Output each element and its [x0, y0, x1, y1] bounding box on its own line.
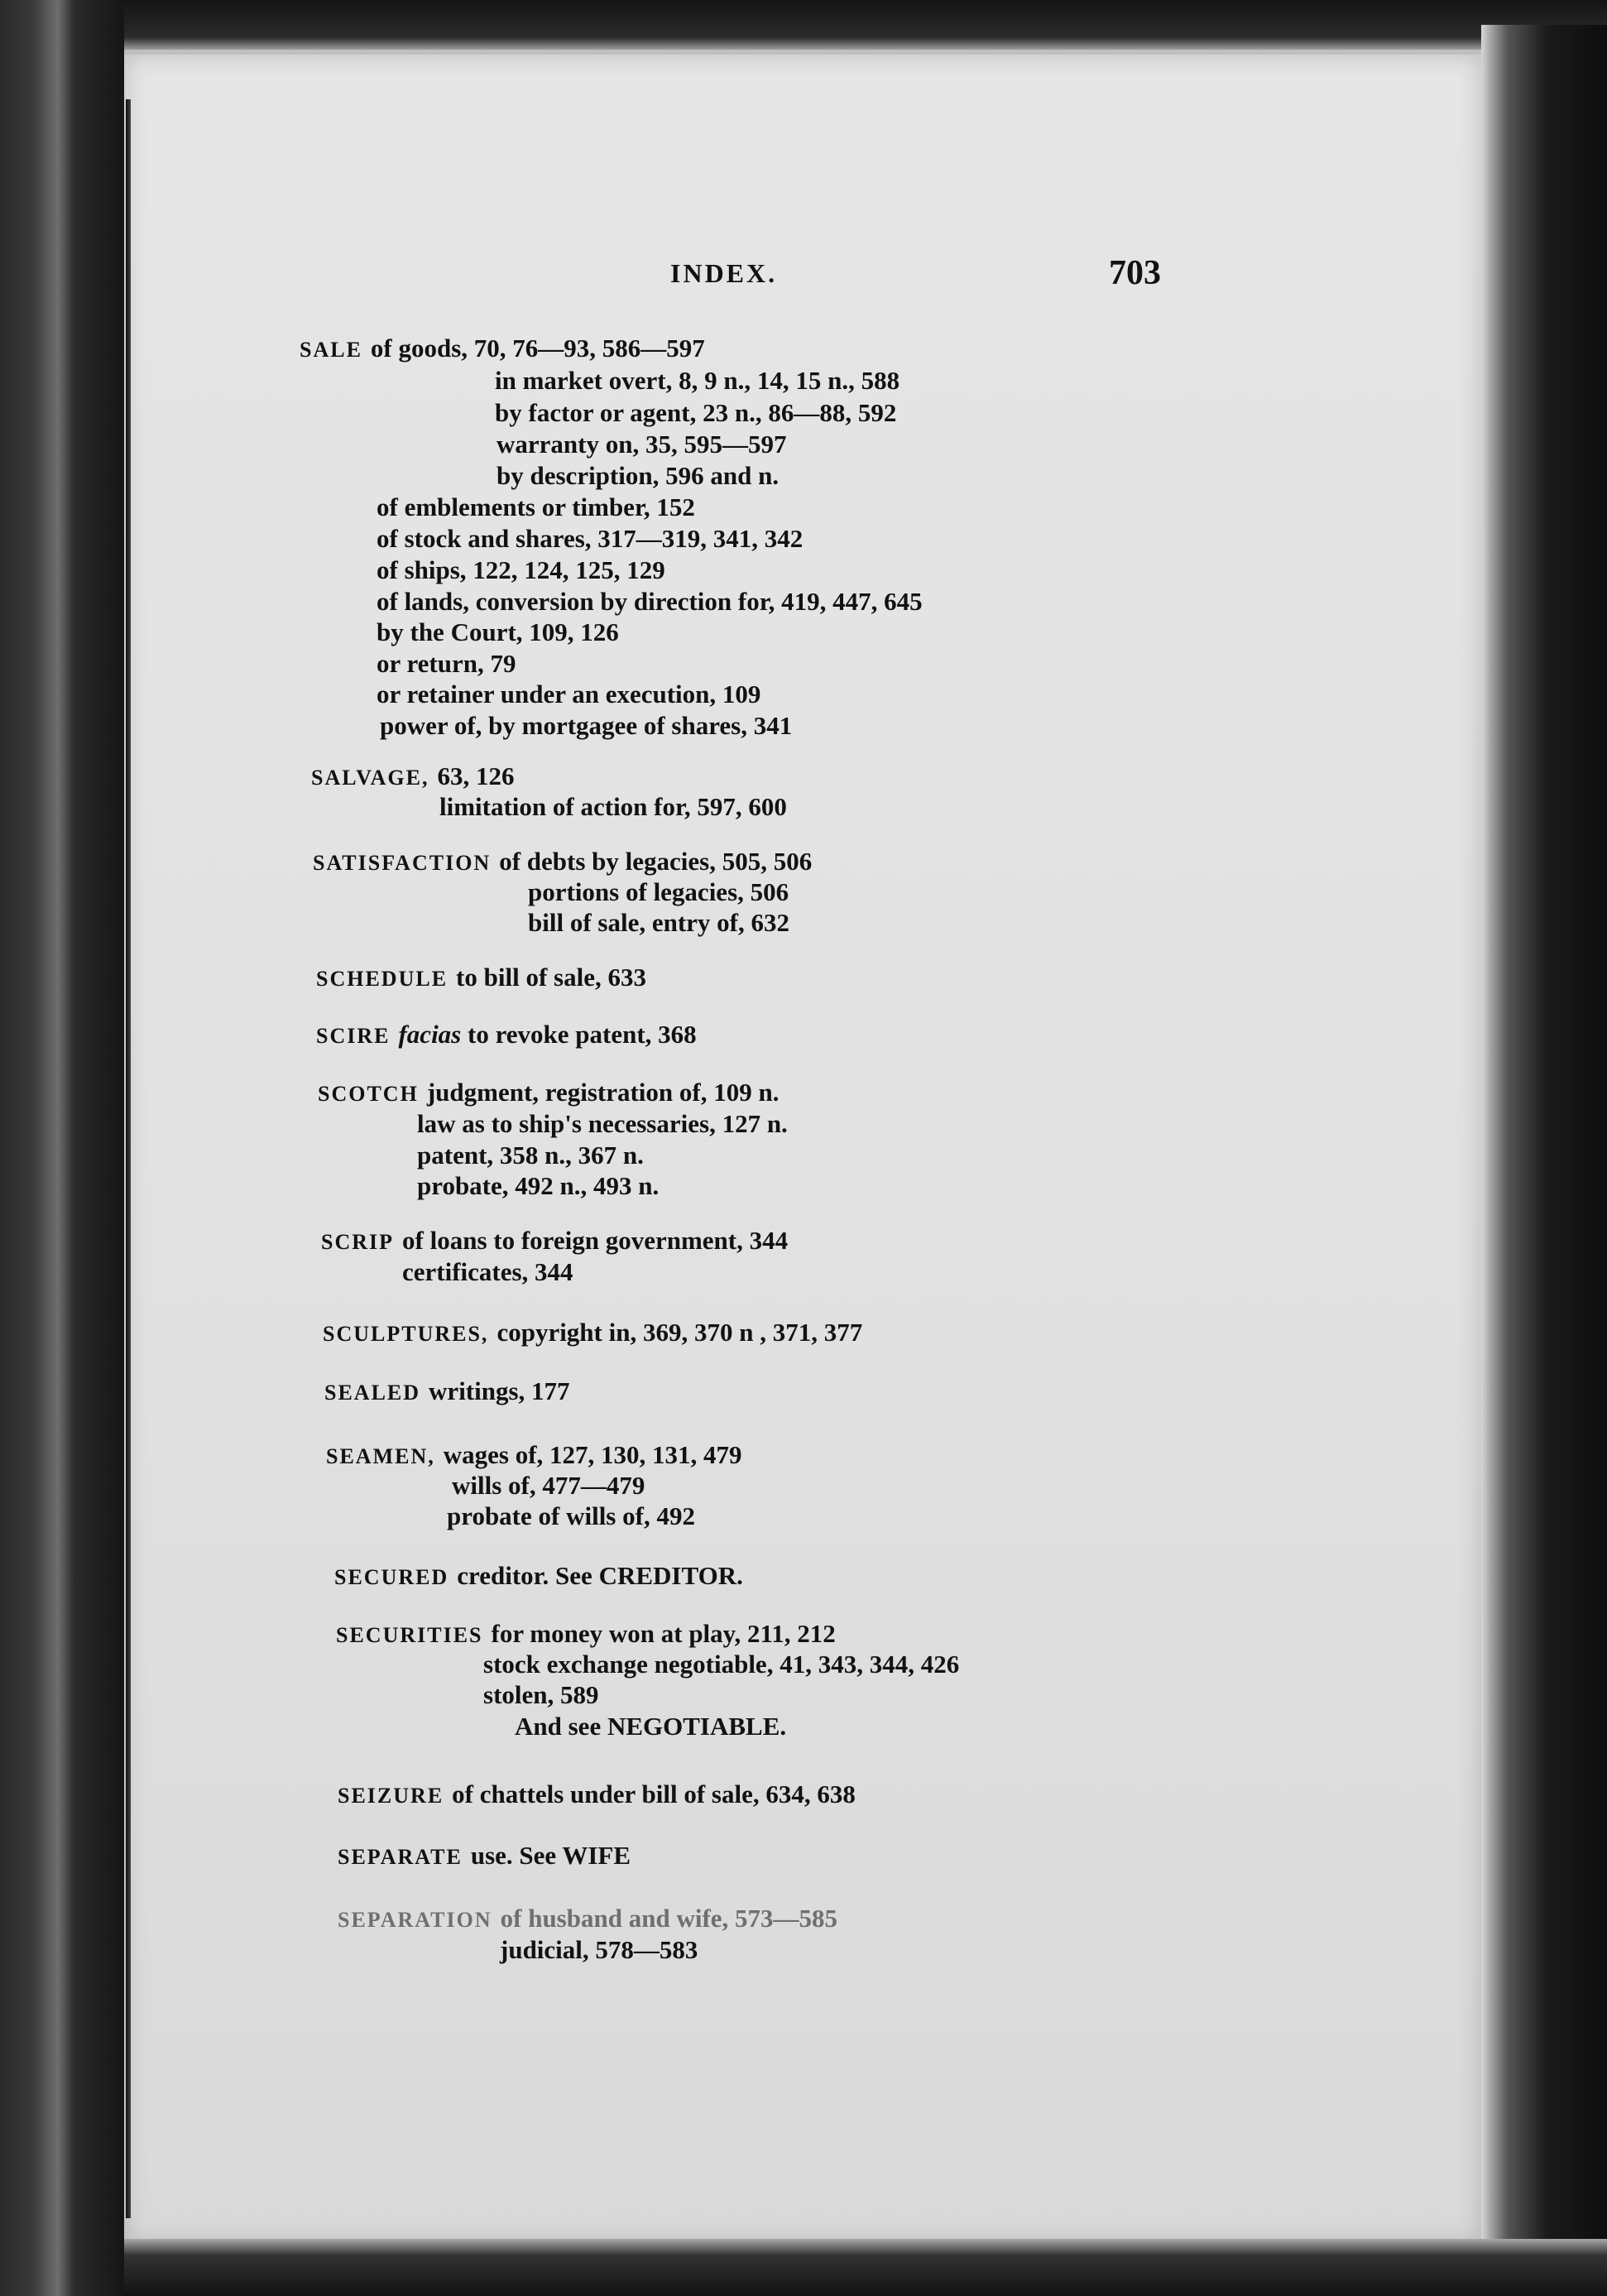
entry-headword: SALE: [300, 338, 362, 362]
entry-text: to revoke patent, 368: [468, 1020, 697, 1049]
index-subentry: judicial, 578—583: [500, 1935, 698, 1964]
entry-headword: SEIZURE: [338, 1784, 444, 1808]
index-subentry: probate, 492 n., 493 n.: [417, 1171, 660, 1200]
entry-text: of chattels under bill of sale, 634, 638: [452, 1780, 856, 1808]
index-entry-sale: [300, 334, 705, 365]
running-head: INDEX.: [670, 258, 778, 288]
bottom-scan-edge: [124, 2239, 1607, 2296]
index-subentry: wills of, 477—479: [452, 1471, 645, 1500]
index-entry-seizure: [338, 1780, 856, 1811]
index-entry-sealed: [324, 1376, 570, 1408]
entry-text: creditor. See CREDITOR.: [457, 1561, 743, 1590]
entry-text: to bill of sale, 633: [456, 963, 646, 992]
entry-headword: SECURITIES: [336, 1623, 483, 1647]
index-subentry: patent, 358 n., 367 n.: [417, 1141, 644, 1170]
page-number: 703: [1109, 254, 1161, 292]
index-subentry: of emblements or timber, 152: [377, 492, 695, 521]
index-entry-scotch: [318, 1078, 779, 1109]
index-subentry: warranty on, 35, 595—597: [496, 430, 787, 459]
index-entry-sculptures: [323, 1318, 862, 1349]
entry-text: of goods, 70, 76—93, 586—597: [370, 334, 705, 363]
entry-text: use. See WIFE: [470, 1841, 631, 1870]
entry-headword: SCHEDULE: [316, 967, 449, 991]
entry-text: writings, 177: [429, 1376, 570, 1405]
index-entry-separation: [338, 1904, 837, 1935]
index-entry-seamen: [326, 1440, 742, 1472]
index-subentry: stock exchange negotiable, 41, 343, 344, 426: [483, 1650, 960, 1679]
index-subentry: by description, 596 and n.: [496, 461, 780, 490]
entry-text: copyright in, 369, 370 n , 371, 377: [496, 1318, 863, 1347]
entry-text: 63, 126: [437, 761, 515, 790]
index-entry-separate: [338, 1841, 631, 1872]
entry-text: judgment, registration of, 109 n.: [426, 1078, 780, 1107]
entry-headword: SCIRE: [316, 1024, 391, 1048]
entry-italic-term: facias: [398, 1020, 462, 1049]
index-subentry: of lands, conversion by direction for, 419, 447, 645: [377, 587, 923, 616]
index-subentry: bill of sale, entry of, 632: [528, 908, 789, 937]
entry-headword: SCRIP: [321, 1230, 395, 1254]
index-subentry: probate of wills of, 492: [447, 1501, 695, 1530]
entry-headword: SATISFACTION: [313, 851, 492, 875]
entry-text: wages of, 127, 130, 131, 479: [443, 1440, 742, 1469]
index-subentry: by factor or agent, 23 n., 86—88, 592: [495, 398, 897, 427]
index-subentry: power of, by mortgagee of shares, 341: [380, 711, 793, 740]
index-subentry: or return, 79: [377, 649, 516, 678]
index-subentry: limitation of action for, 597, 600: [439, 792, 787, 821]
index-entry-satisfaction: [313, 847, 812, 878]
index-entry-scire: [316, 1020, 697, 1051]
entry-text: of loans to foreign government, 344: [402, 1226, 789, 1255]
index-subentry: or retainer under an execution, 109: [377, 680, 761, 708]
left-scan-margin: [0, 0, 124, 2296]
index-subentry: certificates, 344: [402, 1257, 573, 1286]
index-entry-securities: [336, 1619, 836, 1650]
index-subentry: in market overt, 8, 9 n., 14, 15 n., 588: [495, 366, 900, 395]
entry-headword: SECURED: [334, 1565, 449, 1589]
index-subentry: of stock and shares, 317—319, 341, 342: [377, 524, 804, 553]
index-subentry: portions of legacies, 506: [528, 877, 789, 906]
entry-headword: SEPARATE: [338, 1845, 463, 1869]
page-fold-shadow: [126, 99, 131, 2218]
index-subentry: stolen, 589: [483, 1680, 599, 1709]
index-entry-schedule: [316, 963, 646, 994]
index-cross-reference: And see NEGOTIABLE.: [515, 1712, 787, 1741]
entry-text: for money won at play, 211, 212: [491, 1619, 836, 1648]
entry-headword: SEALED: [324, 1381, 421, 1405]
entry-headword: SALVAGE,: [311, 766, 429, 790]
right-scan-edge: [1481, 25, 1607, 2296]
entry-headword: SEPARATION: [338, 1908, 492, 1932]
page-header: [124, 253, 1481, 303]
entry-text: of debts by legacies, 505, 506: [499, 847, 813, 876]
index-subentry: by the Court, 109, 126: [377, 617, 619, 646]
index-entry-scrip: [321, 1226, 788, 1257]
entry-headword: SEAMEN,: [326, 1444, 435, 1468]
index-entry-secured: [334, 1561, 743, 1592]
index-entry-salvage: [311, 761, 514, 793]
entry-text: of husband and wife, 573—585: [500, 1904, 838, 1933]
index-subentry: of ships, 122, 124, 125, 129: [377, 555, 665, 584]
top-scan-edge: [124, 0, 1607, 50]
entry-headword: SCOTCH: [318, 1082, 419, 1106]
index-subentry: law as to ship's necessaries, 127 n.: [417, 1109, 788, 1138]
entry-headword: SCULPTURES,: [323, 1322, 489, 1346]
